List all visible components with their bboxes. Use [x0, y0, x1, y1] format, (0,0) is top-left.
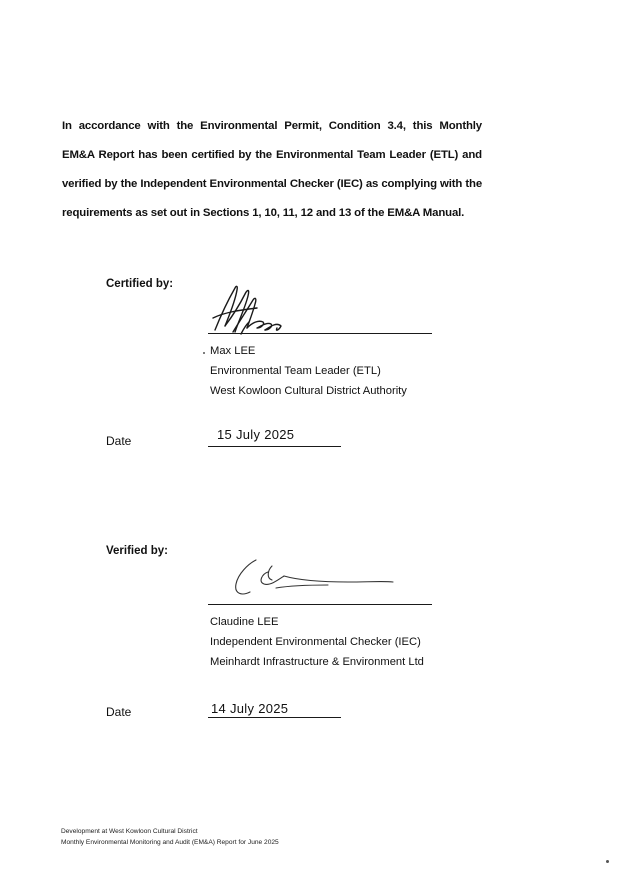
- page-footer: [61, 826, 279, 848]
- iec-details: [210, 612, 424, 672]
- scan-speck: [203, 352, 205, 354]
- etl-organisation: West Kowloon Cultural District Authority: [210, 385, 407, 397]
- footer-report-title: Monthly Environmental Monitoring and Audit (EM&A) Report for June 2025: [61, 839, 279, 846]
- etl-details: [210, 341, 407, 401]
- iec-organisation: Meinhardt Infrastructure & Environment Ltd: [210, 656, 424, 668]
- iec-signature-line: [208, 604, 432, 605]
- etl-name: Max LEE: [210, 345, 256, 357]
- certified-date-value: 15 July 2025: [217, 427, 295, 442]
- scan-speck: [606, 860, 609, 863]
- etl-role: Environmental Team Leader (ETL): [210, 365, 381, 377]
- verified-date-line: [208, 717, 341, 718]
- certified-by-label: Certified by:: [106, 278, 174, 290]
- certification-statement: In accordance with the Environmental Permit, Condition 3.4, this Monthly EM&A Report has been certified by the Environmental Team Leader (ETL) and verified by the Independent Environmental Checker (IEC) as complying with the requirements as set out in Sections 1, 10, 11, 12 and 13 of the EM&A Manual.: [62, 120, 482, 220]
- certified-date-label: Date: [106, 434, 132, 448]
- footer-project: Development at West Kowloon Cultural District: [61, 828, 198, 835]
- verified-by-label: Verified by:: [106, 545, 168, 557]
- etl-signature-line: [208, 333, 432, 334]
- verified-date-value: 14 July 2025: [211, 701, 289, 716]
- iec-name: Claudine LEE: [210, 616, 279, 628]
- verified-date-label: Date: [106, 705, 132, 719]
- iec-role: Independent Environmental Checker (IEC): [210, 636, 421, 648]
- certified-date-line: [208, 446, 341, 447]
- iec-signature: [228, 552, 398, 602]
